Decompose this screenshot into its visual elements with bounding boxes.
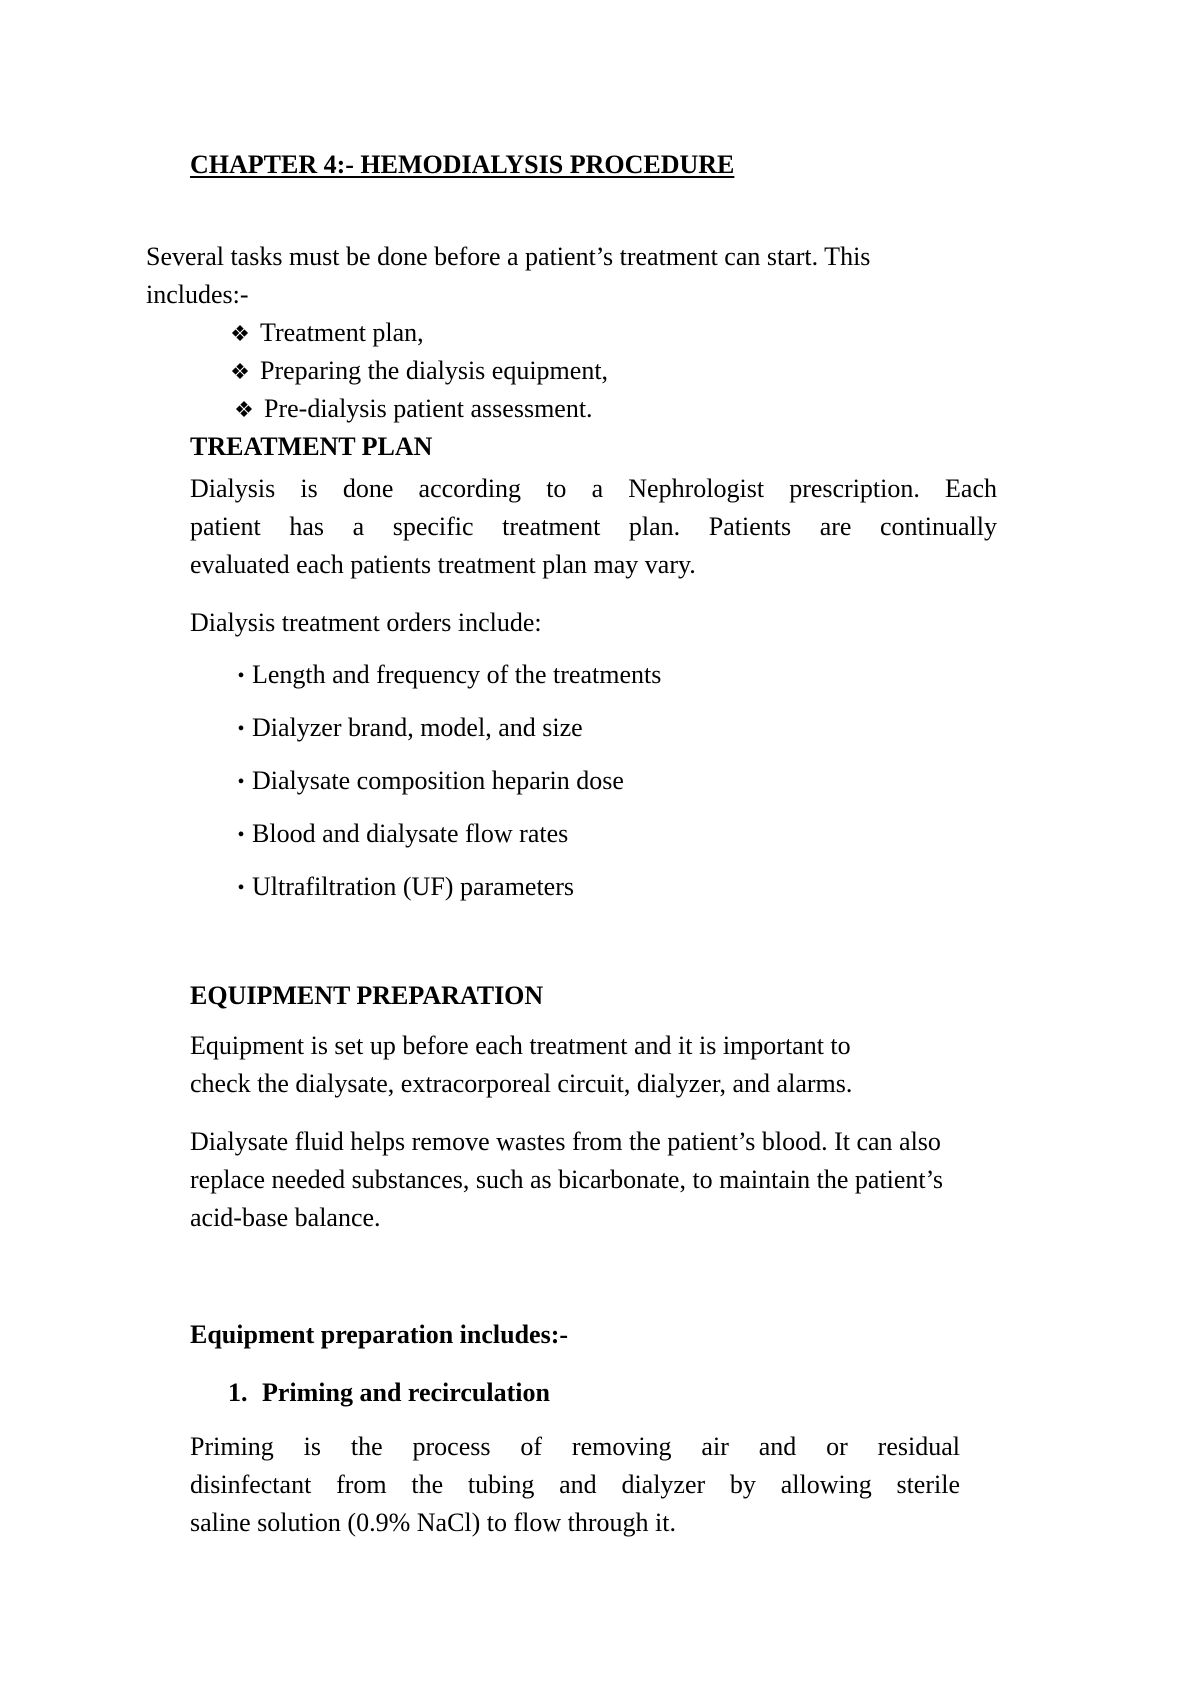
diamond-bullet-icon: ❖: [230, 359, 250, 384]
bullet-icon: •: [237, 665, 245, 687]
equipment-para1-line: check the dialysate, extracorporeal circuit, dialyzer, and alarms.: [190, 1069, 853, 1098]
bullet-icon: •: [237, 771, 245, 793]
order-dialysate-composition: Dialysate composition heparin dose: [252, 766, 624, 795]
order-ultrafiltration: Ultrafiltration (UF) parameters: [252, 872, 574, 901]
bullet-icon: •: [237, 824, 245, 846]
step-title: Priming and recirculation: [262, 1378, 550, 1407]
paragraph-line: Dialysis is done according to a Nephrologist prescription. Each: [190, 474, 997, 503]
paragraph-line: evaluated each patients treatment plan may vary.: [190, 550, 696, 579]
orders-list-item: [234, 872, 574, 904]
orders-list-item: [234, 660, 661, 692]
priming-paragraph: [190, 1428, 960, 1542]
orders-list-item: [234, 819, 568, 851]
intro-item-pre-dialysis-assessment: Pre-dialysis patient assessment.: [264, 394, 593, 423]
intro-list-item: [232, 394, 593, 425]
step-priming-recirculation: [228, 1378, 550, 1408]
treatment-plan-paragraph: [190, 470, 997, 584]
equipment-para2-line: acid-base balance.: [190, 1203, 381, 1232]
equipment-includes-heading: Equipment preparation includes:-: [190, 1320, 569, 1349]
intro-list-item: [228, 356, 608, 387]
diamond-bullet-icon: ❖: [234, 397, 254, 422]
order-length-frequency: Length and frequency of the treatments: [252, 660, 662, 689]
treatment-plan-heading: TREATMENT PLAN: [190, 432, 433, 461]
paragraph-line: saline solution (0.9% NaCl) to flow through it.: [190, 1508, 677, 1537]
intro-item-treatment-plan: Treatment plan,: [260, 318, 424, 347]
bullet-icon: •: [237, 718, 245, 740]
equipment-para2-line: replace needed substances, such as bicarbonate, to maintain the patient’s: [190, 1165, 943, 1194]
intro-line-1: Several tasks must be done before a patient’s treatment can start. This: [146, 242, 871, 271]
chapter-title: CHAPTER 4:- HEMODIALYSIS PROCEDURE: [190, 150, 735, 179]
order-flow-rates: Blood and dialysate flow rates: [252, 819, 569, 848]
bullet-icon: •: [237, 877, 245, 899]
intro-list-item: [228, 318, 424, 349]
paragraph-line: disinfectant from the tubing and dialyzer by allowing sterile: [190, 1470, 960, 1499]
equipment-preparation-heading: EQUIPMENT PREPARATION: [190, 981, 544, 1010]
order-dialyzer: Dialyzer brand, model, and size: [252, 713, 583, 742]
paragraph-line: Priming is the process of removing air and or residual: [190, 1432, 960, 1461]
equipment-para1-line: Equipment is set up before each treatment and it is important to: [190, 1031, 851, 1060]
equipment-para2-line: Dialysate fluid helps remove wastes from the patient’s blood. It can also: [190, 1127, 941, 1156]
orders-list-item: [234, 766, 624, 798]
step-number: 1.: [228, 1378, 248, 1407]
orders-intro: Dialysis treatment orders include:: [190, 608, 542, 637]
diamond-bullet-icon: ❖: [230, 321, 250, 346]
intro-line-2: includes:-: [146, 280, 249, 309]
intro-item-preparing-equipment: Preparing the dialysis equipment,: [260, 356, 609, 385]
paragraph-line: patient has a specific treatment plan. Patients are continually: [190, 512, 997, 541]
orders-list-item: [234, 713, 583, 745]
